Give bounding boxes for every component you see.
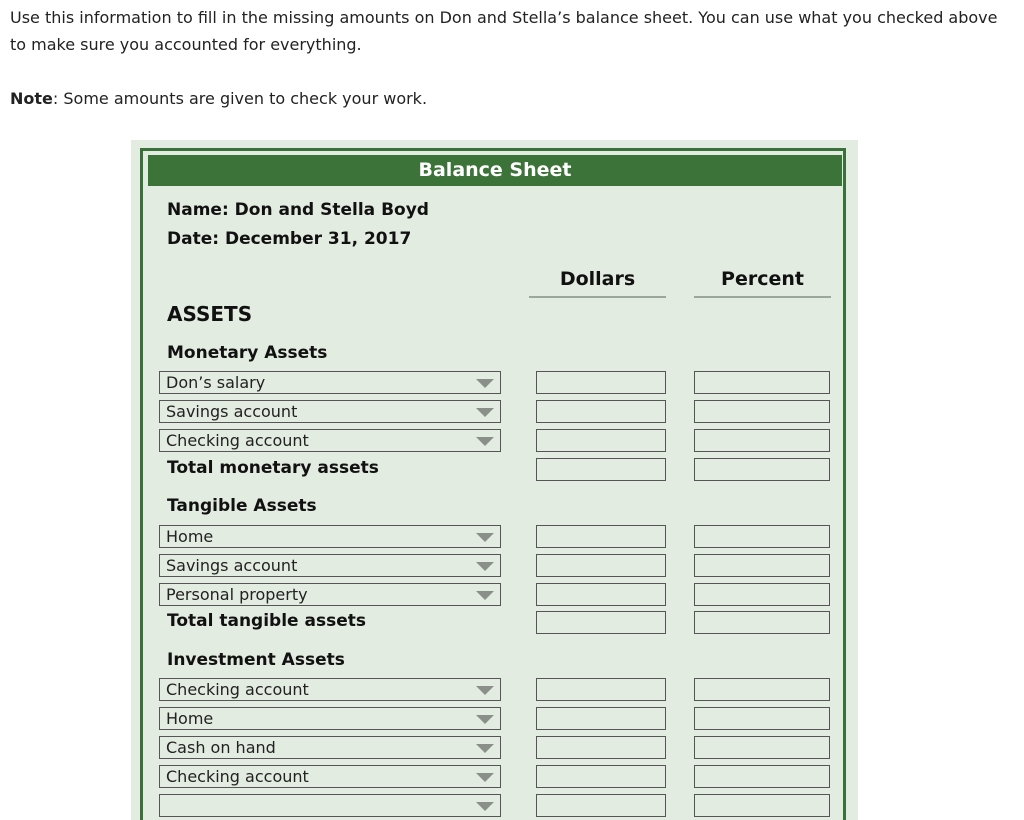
tangible-row-3-dollars-input[interactable] — [536, 583, 666, 606]
monetary-row-1-percent-input[interactable] — [694, 371, 830, 394]
tangible-row-2-percent-input[interactable] — [694, 554, 830, 577]
monetary-row-1-select[interactable] — [159, 371, 501, 394]
dropdown-arrow-icon — [476, 437, 494, 446]
dropdown-arrow-icon — [476, 379, 494, 388]
dropdown-arrow-icon — [476, 802, 494, 811]
date-line: Date: December 31, 2017 — [167, 229, 412, 249]
dropdown-arrow-icon — [476, 562, 494, 571]
tangible-row-1-select[interactable] — [159, 525, 501, 548]
select-value: Checking account — [166, 680, 309, 699]
investment-row-2-select[interactable] — [159, 707, 501, 730]
dropdown-arrow-icon — [476, 773, 494, 782]
investment-row-5-select[interactable] — [159, 794, 501, 817]
select-value: Checking account — [166, 431, 309, 450]
select-value: Home — [166, 709, 214, 728]
select-value: Home — [166, 527, 214, 546]
monetary-row-1-dollars-input[interactable] — [536, 371, 666, 394]
total-tangible-label: Total tangible assets — [167, 611, 366, 631]
note-label: Note — [10, 89, 53, 108]
total-tangible-dollars-input[interactable] — [536, 611, 666, 634]
tangible-row-1-dollars-input[interactable] — [536, 525, 666, 548]
note-line — [10, 85, 427, 112]
select-value: Personal property — [166, 585, 308, 604]
tangible-row-3-select[interactable] — [159, 583, 501, 606]
total-tangible-percent-input[interactable] — [694, 611, 830, 634]
name-line: Name: Don and Stella Boyd — [167, 200, 429, 220]
investment-row-4-select[interactable] — [159, 765, 501, 788]
assets-title: ASSETS — [167, 302, 253, 326]
dropdown-arrow-icon — [476, 686, 494, 695]
investment-row-4-dollars-input[interactable] — [536, 765, 666, 788]
intro-text: Use this information to fill in the missing amounts on Don and Stella’s balance sheet. You can use what you checked above to make sure you accounted for everything. — [10, 8, 998, 54]
dropdown-arrow-icon — [476, 533, 494, 542]
select-value: Savings account — [166, 402, 298, 421]
tangible-row-1-percent-input[interactable] — [694, 525, 830, 548]
monetary-assets-title: Monetary Assets — [167, 343, 328, 363]
total-monetary-percent-input[interactable] — [694, 458, 830, 481]
investment-row-1-percent-input[interactable] — [694, 678, 830, 701]
investment-row-2-dollars-input[interactable] — [536, 707, 666, 730]
investment-row-3-select[interactable] — [159, 736, 501, 759]
dropdown-arrow-icon — [476, 715, 494, 724]
tangible-row-2-select[interactable] — [159, 554, 501, 577]
dropdown-arrow-icon — [476, 591, 494, 600]
investment-row-3-percent-input[interactable] — [694, 736, 830, 759]
investment-row-5-dollars-input[interactable] — [536, 794, 666, 817]
investment-row-3-dollars-input[interactable] — [536, 736, 666, 759]
investment-row-1-dollars-input[interactable] — [536, 678, 666, 701]
tangible-row-2-dollars-input[interactable] — [536, 554, 666, 577]
note-text: : Some amounts are given to check your work. — [52, 89, 428, 108]
select-value: Don’s salary — [166, 373, 266, 392]
select-value: Checking account — [166, 767, 309, 786]
balance-sheet-title: Balance Sheet — [148, 155, 842, 186]
investment-row-5-percent-input[interactable] — [694, 794, 830, 817]
monetary-row-3-select[interactable] — [159, 429, 501, 452]
dropdown-arrow-icon — [476, 744, 494, 753]
select-value: Cash on hand — [166, 738, 276, 757]
percent-column-header: Percent — [694, 268, 831, 298]
tangible-assets-title: Tangible Assets — [167, 496, 317, 516]
investment-row-4-percent-input[interactable] — [694, 765, 830, 788]
total-monetary-dollars-input[interactable] — [536, 458, 666, 481]
dollars-column-header: Dollars — [529, 268, 666, 298]
tangible-row-3-percent-input[interactable] — [694, 583, 830, 606]
investment-row-2-percent-input[interactable] — [694, 707, 830, 730]
monetary-row-3-percent-input[interactable] — [694, 429, 830, 452]
total-monetary-label: Total monetary assets — [167, 458, 379, 478]
dropdown-arrow-icon — [476, 408, 494, 417]
monetary-row-3-dollars-input[interactable] — [536, 429, 666, 452]
monetary-row-2-dollars-input[interactable] — [536, 400, 666, 423]
select-value: Savings account — [166, 556, 298, 575]
investment-row-1-select[interactable] — [159, 678, 501, 701]
monetary-row-2-percent-input[interactable] — [694, 400, 830, 423]
investment-assets-title: Investment Assets — [167, 650, 345, 670]
monetary-row-2-select[interactable] — [159, 400, 501, 423]
